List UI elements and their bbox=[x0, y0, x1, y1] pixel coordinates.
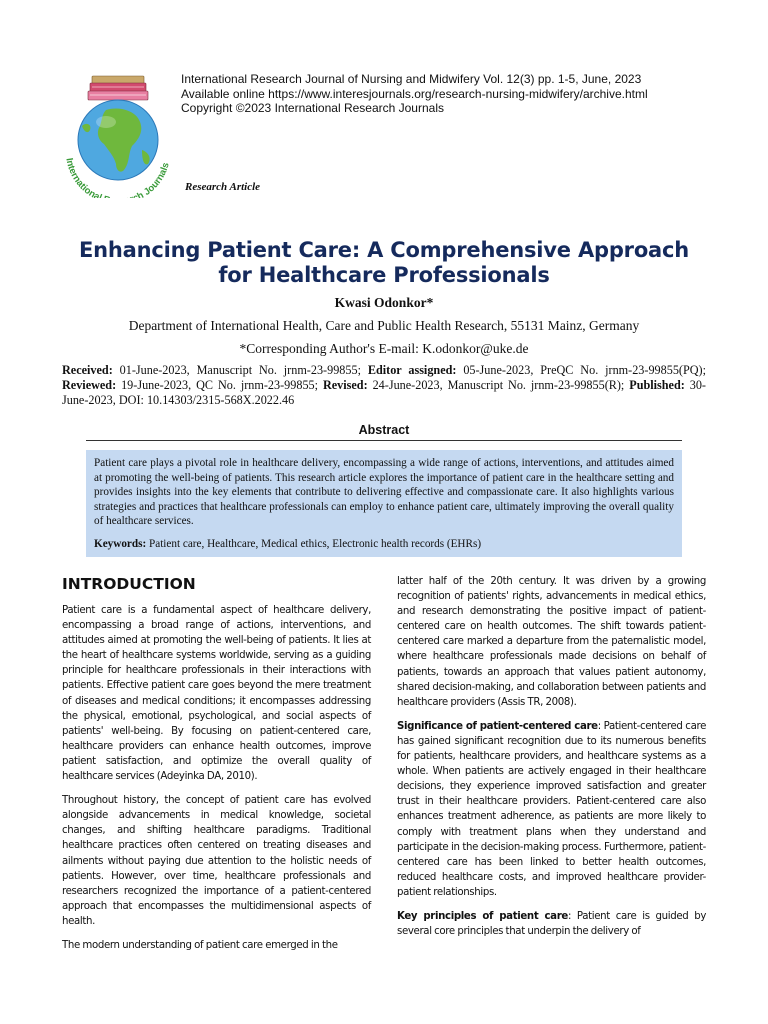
abstract-heading: Abstract bbox=[358, 423, 410, 437]
keywords-list: Patient care, Healthcare, Medical ethics, Electronic health records (EHRs) bbox=[146, 537, 482, 550]
body-column-right bbox=[397, 574, 706, 948]
received-value: 01-June-2023, Manuscript No. jrnm-23-99855; bbox=[112, 363, 368, 377]
corresponding-email[interactable]: *Corresponding Author's E-mail: K.odonkor@uke.de bbox=[239, 341, 529, 356]
paragraph: Throughout history, the concept of patient care has evolved alongside advancements in medical knowledge, societal changes, and shifting healthcare paradigms. Traditional healthcare practices often centered on treating diseases and ailments without paying due attention to the holistic needs of patients. However, over time, healthcare professionals and researchers recognized the importance of a patient-centered approach that encompasses the multidimensional aspects of health. bbox=[62, 795, 371, 927]
journal-copyright: Copyright ©2023 International Research Journals bbox=[181, 101, 444, 115]
revised-label: Revised: bbox=[322, 378, 368, 392]
paragraph: Key principles of patient care: Patient care is guided by several core principles that underpin the delivery of bbox=[397, 910, 706, 938]
keywords-label: Keywords: bbox=[94, 537, 147, 550]
article-title bbox=[40, 238, 728, 288]
editor-value: 05-June-2023, PreQC No. jrnm-23-99855(PQ); bbox=[456, 363, 706, 377]
abstract-divider bbox=[86, 440, 682, 441]
editor-label: Editor assigned: bbox=[367, 363, 457, 377]
published-value: 30-June-2023, DOI: 10.14303/2315-568X.2022.46 bbox=[62, 378, 706, 407]
globe-books-logo-icon bbox=[58, 70, 178, 198]
revised-value: 24-June-2023, Manuscript No. jrnm-23-99855(R); bbox=[367, 378, 630, 392]
body-column-left bbox=[62, 574, 371, 962]
subheading-significance: Significance of patient-centered care bbox=[397, 720, 598, 732]
abstract-box bbox=[86, 450, 682, 557]
author-name: Kwasi Odonkor* bbox=[334, 295, 434, 310]
published-label: Published: bbox=[629, 378, 685, 392]
subheading-key-principles: Key principles of patient care bbox=[397, 910, 568, 922]
author-affiliation: Department of International Health, Care and Public Health Research, 55131 Mainz, Germany bbox=[128, 318, 640, 333]
paragraph: Patient care is a fundamental aspect of healthcare delivery, encompassing a broad range of actions, interventions, and attitudes aimed at promoting the well-being of patients. It lies at the heart of healthcare systems worldwide, serving as a guiding principle for healthcare professionals in their interactions with patients. Effective patient care goes beyond the mere treatment of diseases and medical conditions; it encompasses addressing the physical, emotional, psychological, and social aspects of patients' well-being. By focusing on patient-centered care, healthcare providers can enhance health outcomes, improve patient satisfaction, and optimize the overall quality of healthcare services (Adeyinka DA, 2010). bbox=[62, 605, 371, 783]
abstract-text: Patient care plays a pivotal role in healthcare delivery, encompassing a wide range of actions, interventions, and attitudes aimed at promoting the well-being of patients. This research article explores the importance of patient care in the healthcare setting and provides insights into the key elements that contribute to delivering effective and compassionate care. It also highlights various strategies and practices that healthcare professionals can employ to enhance patient care, ultimately improving the overall quality of healthcare services. bbox=[94, 457, 674, 528]
keywords bbox=[94, 537, 674, 552]
introduction-heading: INTRODUCTION bbox=[62, 575, 196, 593]
reviewed-label: Reviewed: bbox=[62, 378, 117, 392]
journal-citation: International Research Journal of Nursing and Midwifery Vol. 12(3) pp. 1-5, June, 2023 bbox=[181, 72, 642, 86]
journal-url[interactable]: Available online https://www.interesjournals.org/research-nursing-midwifery/archive.html bbox=[181, 86, 648, 101]
journal-header bbox=[181, 72, 741, 116]
reviewed-value: 19-June-2023, QC No. jrnm-23-99855; bbox=[116, 378, 323, 392]
paragraph: latter half of the 20th century. It was driven by a growing recognition of patients' rights, advancements in medical ethics, and research demonstrating the positive impact of patient-centered care on health outcomes. The shift towards patient-centered care marked a departure from the paternalistic model, where healthcare professionals made decisions on behalf of patients, towards an approach that values patient autonomy, shared decision-making, and collaboration between patients and healthcare providers (Assis TR, 2008). bbox=[397, 576, 706, 708]
paragraph: The modern understanding of patient care emerged in the bbox=[62, 939, 338, 951]
article-type-label: Research Article bbox=[185, 181, 261, 193]
paragraph: Significance of patient-centered care: Patient-centered care has gained significant recognition due to its numerous benefits for patients, healthcare providers, and healthcare systems as a whole. When patients are actively engaged in their healthcare decisions, they experience improved satisfaction and greater trust in their healthcare providers. Patient-centered care also enhances treatment adherence, as patients are more likely to comply with treatment plans when they understand and participate in the decision-making process. Furthermore, patient-centered care has been linked to better health outcomes, reduced healthcare costs, and improved healthcare provider-patient relationships. bbox=[397, 720, 706, 898]
received-label: Received: bbox=[62, 363, 113, 377]
svg-text:International Research Journal: Internationa h Journals bbox=[63, 157, 172, 198]
journal-logo bbox=[58, 70, 178, 198]
title-line-1: Enhancing Patient Care: A Comprehensive Approach bbox=[78, 238, 690, 262]
article-dates bbox=[62, 363, 706, 408]
title-line-2: for Healthcare Professionals bbox=[218, 263, 550, 287]
